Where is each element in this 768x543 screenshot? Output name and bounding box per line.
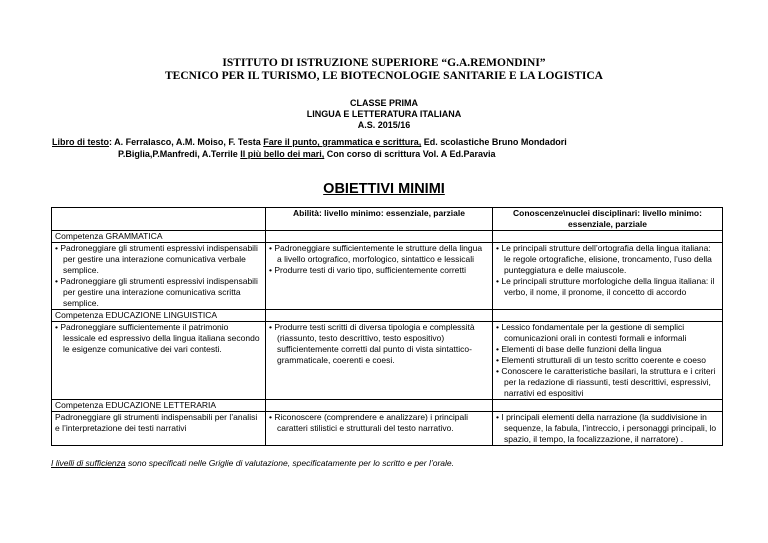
- textbook-line-2: [118, 149, 495, 160]
- knowledge-header: Conoscenze\nuclei disciplinari: livello minimo: essenziale, parziale: [493, 208, 723, 231]
- linguistic-knowledge: [493, 322, 723, 400]
- list-item: • Elementi di base delle funzioni della lingua: [496, 344, 719, 355]
- empty-cell: [493, 310, 723, 322]
- footnote-text: sono specificati nelle Griglie di valutazione, specificatamente per lo scritto e per l’orale.: [125, 458, 454, 468]
- textbook-2-extra: Con corso di scrittura Vol. A Ed.Paravia: [326, 149, 496, 159]
- table-row: [52, 400, 723, 412]
- school-name: ISTITUTO DI ISTRUZIONE SUPERIORE “G.A.REMONDINI”: [222, 57, 546, 69]
- empty-cell: [493, 231, 723, 243]
- list-item: • I principali elementi della narrazione (la suddivisione in sequenze, la fabula, l’intreccio, i personaggi principali, lo spazio, il tempo, la focalizzazione, il narratore) .: [496, 412, 719, 445]
- table-row: [52, 231, 723, 243]
- abilities-header: Abilità: livello minimo: essenziale, parziale: [266, 208, 493, 231]
- footnote-underlined: I livelli di sufficienza: [51, 458, 126, 468]
- literary-abilities: [266, 412, 493, 446]
- table-row: [52, 412, 723, 446]
- table-row: [52, 243, 723, 310]
- competence-literary-title: Competenza EDUCAZIONE LETTERARIA: [52, 400, 266, 412]
- list-item: • Le principali strutture dell’ortografia della lingua italiana: le regole ortografiche, elisione, troncamento, l’uso della punteggiatura e delle maiuscole.: [496, 243, 719, 276]
- class-label: CLASSE PRIMA: [349, 98, 418, 108]
- list-item: • Lessico fondamentale per la gestione di semplici comunicazioni orali in contesti formali e informali: [496, 322, 719, 344]
- list-item: • Padroneggiare gli strumenti espressivi indispensabili per gestire una interazione comunicativa scritta semplice.: [55, 276, 262, 309]
- textbook-1-authors: A. Ferralasco, A.M. Moiso, F. Testa: [114, 137, 261, 147]
- textbook-label: Libro di testo: [52, 137, 109, 147]
- literary-knowledge: [493, 412, 723, 446]
- textbook-1-publisher: Ed. scolastiche Bruno Mondadori: [423, 137, 567, 147]
- empty-header-cell: [52, 208, 266, 231]
- competence-literary-skills: Padroneggiare gli strumenti indispensabili per l’analisi e l’interpretazione dei testi narrativi: [52, 412, 266, 446]
- list-item: • Produrre testi di vario tipo, sufficientemente corretti: [269, 265, 489, 276]
- school-year-label: A.S. 2015/16: [357, 120, 411, 130]
- table-row: [52, 310, 723, 322]
- competence-linguistic-skills: [52, 322, 266, 400]
- grammar-knowledge: [493, 243, 723, 310]
- competence-linguistic-title: Competenza EDUCAZIONE LINGUISTICA: [52, 310, 266, 322]
- textbook-line-1: Libro di testo: A. Ferralasco, A.M. Moiso, F. Testa Fare il punto, grammatica e scrittura, Ed. scolastiche Bruno Mondadori: [52, 137, 567, 147]
- table-row: [52, 322, 723, 400]
- subject-label: LINGUA E LETTERATURA ITALIANA: [306, 109, 462, 119]
- empty-cell: [266, 231, 493, 243]
- list-item: • Produrre testi scritti di diversa tipologia e complessità (riassunto, testo descrittivo, testo espositivo) sufficientemente corretti dal punto di vista sintattico-grammaticale, coerenti e coesi.: [269, 322, 489, 366]
- linguistic-abilities: [266, 322, 493, 400]
- textbook-2-authors: P.Biglia,P.Manfredi, A.Terrile: [118, 149, 238, 159]
- competence-grammar-title: Competenza GRAMMATICA: [52, 231, 266, 243]
- empty-cell: [266, 310, 493, 322]
- objectives-table: [51, 207, 723, 446]
- empty-cell: [266, 400, 493, 412]
- section-title: OBIETTIVI MINIMI: [323, 181, 445, 197]
- textbook-1-title: Fare il punto, grammatica e scrittura,: [263, 137, 422, 147]
- school-specialization: TECNICO PER IL TURISMO, LE BIOTECNOLOGIE SANITARIE E LA LOGISTICA: [165, 70, 603, 82]
- table-header-row: [52, 208, 723, 231]
- competence-grammar-skills: [52, 243, 266, 310]
- grammar-abilities: [266, 243, 493, 310]
- list-item: • Padroneggiare gli strumenti espressivi indispensabili per gestire una interazione comunicativa verbale semplice.: [55, 243, 262, 276]
- list-item: • Padroneggiare sufficientemente le strutture della lingua a livello ortografico, morfologico, sintattico e lessicali: [269, 243, 489, 265]
- list-item: • Elementi strutturali di un testo scritto coerente e coeso: [496, 355, 719, 366]
- textbook-2-title: Il più bello dei mari,: [240, 149, 325, 159]
- list-item: • Padroneggiare sufficientemente il patrimonio lessicale ed espressivo della lingua italiana secondo le esigenze comunicative dei vari contesti.: [55, 322, 262, 355]
- list-item: • Riconoscere (comprendere e analizzare) i principali caratteri stilistici e strutturali del testo narrativo.: [269, 412, 489, 434]
- footnote: [51, 458, 454, 469]
- list-item: • Le principali strutture morfologiche della lingua italiana: il verbo, il nome, il pronome, il concetto di accordo: [496, 276, 719, 298]
- empty-cell: [493, 400, 723, 412]
- list-item: • Conoscere le caratteristiche basilari, la struttura e i criteri per la redazione di riassunti, testi descrittivi, espressivi, narrativi ed espositivi: [496, 366, 719, 399]
